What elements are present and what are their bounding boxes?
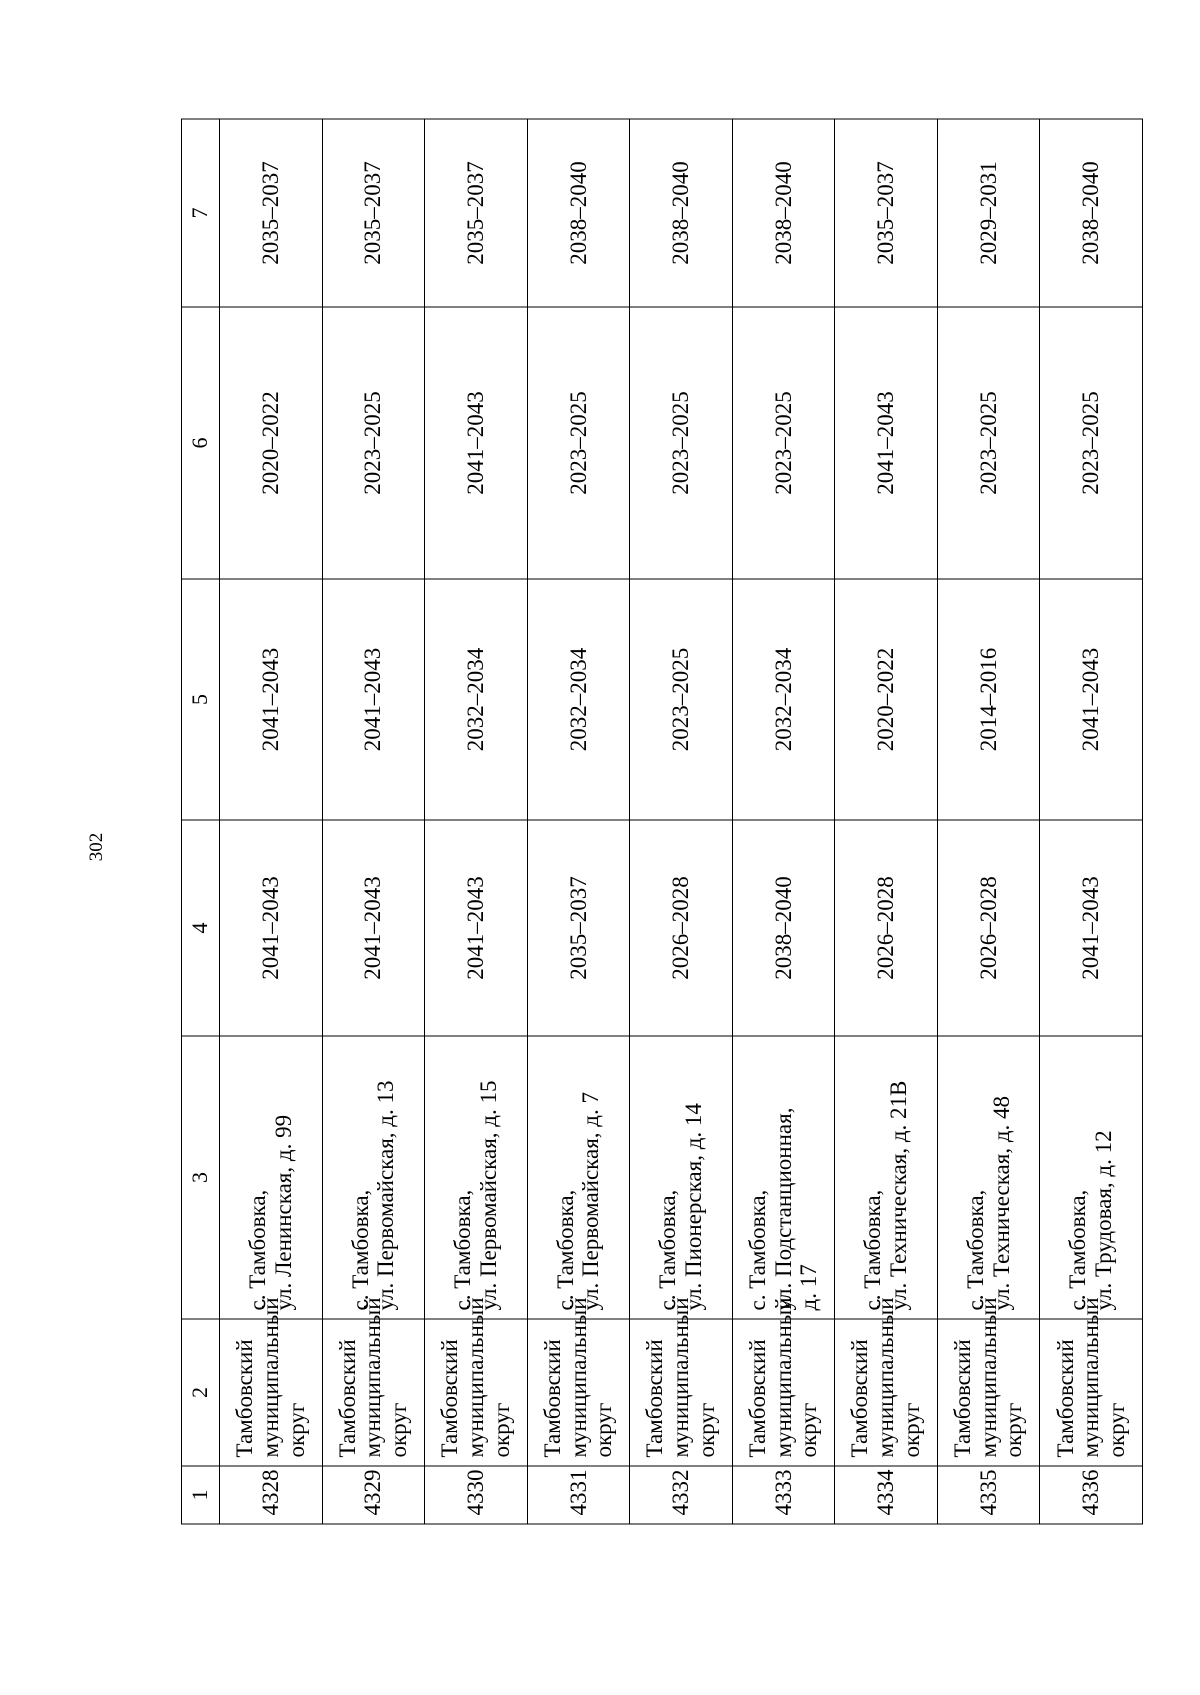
municipality-line: округ (1104, 1402, 1130, 1458)
period-cell-col5: 2032–2034 (732, 579, 835, 820)
address-line: с. Тамбовка, (245, 1189, 271, 1311)
period-cell-col5: 2020–2022 (835, 579, 938, 820)
period-cell-col7: 2035–2037 (425, 119, 528, 307)
municipality-line: Тамбовский (642, 1339, 668, 1458)
table-body (220, 119, 1143, 1524)
municipality-cell (630, 1297, 733, 1466)
page-number: 302 (86, 832, 107, 862)
period-cell-col7: 2038–2040 (732, 119, 835, 307)
period-cell-col6: 2023–2025 (732, 307, 835, 579)
address-line: ул. Пионерская, д. 14 (680, 1103, 706, 1311)
address-line: ул. Первомайская, д. 15 (475, 1080, 501, 1311)
period-cell-col6: 2023–2025 (630, 307, 733, 579)
period-cell-col5: 2041–2043 (1040, 579, 1143, 820)
row-number-cell: 4331 (527, 1466, 630, 1524)
row-number-cell: 4329 (322, 1466, 425, 1524)
address-line: д. 17 (796, 1264, 822, 1311)
municipality-line: Тамбовский (847, 1339, 873, 1458)
municipality-cell (322, 1297, 425, 1466)
address-cell (425, 1036, 528, 1319)
period-cell-col5: 2032–2034 (527, 579, 630, 820)
address-line: с. Тамбовка, (347, 1189, 373, 1311)
address-line: ул. Техническая, д. 21В (886, 1080, 912, 1311)
municipality-line: округ (488, 1402, 514, 1458)
column-header: 3 (182, 1036, 220, 1319)
municipality-line: округ (386, 1402, 412, 1458)
period-cell-col7: 2035–2037 (322, 119, 425, 307)
period-cell-col4: 2038–2040 (732, 820, 835, 1036)
address-cell (630, 1036, 733, 1319)
municipality-cell (732, 1297, 835, 1466)
period-cell-col4: 2041–2043 (322, 820, 425, 1036)
municipality-line: муниципальный (360, 1297, 386, 1458)
period-cell-col6: 2041–2043 (425, 307, 528, 579)
address-cell (1040, 1036, 1143, 1319)
register-table (181, 119, 1143, 1525)
period-cell-col5: 2014–2016 (937, 579, 1040, 820)
period-cell-col6: 2023–2025 (937, 307, 1040, 579)
period-cell-col6: 2041–2043 (835, 307, 938, 579)
municipality-line: округ (1001, 1402, 1027, 1458)
table-row (835, 119, 938, 1524)
municipality-cell (527, 1297, 630, 1466)
address-line: ул. Ленинская, д. 99 (270, 1114, 296, 1311)
municipality-line: Тамбовский (334, 1339, 360, 1458)
row-number-cell: 4328 (220, 1466, 323, 1524)
period-cell-col7: 2035–2037 (220, 119, 323, 307)
row-number-cell: 4332 (630, 1466, 733, 1524)
column-number-row (182, 119, 220, 1524)
municipality-line: муниципальный (770, 1297, 796, 1458)
address-line: ул. Техническая, д. 48 (988, 1095, 1014, 1311)
municipality-line: Тамбовский (949, 1339, 975, 1458)
table-row (322, 119, 425, 1524)
municipality-line: Тамбовский (437, 1339, 463, 1458)
table-row (1040, 119, 1143, 1524)
table-row (425, 119, 528, 1524)
column-header: 7 (182, 119, 220, 307)
row-number-cell: 4333 (732, 1466, 835, 1524)
period-cell-col6: 2020–2022 (220, 307, 323, 579)
period-cell-col5: 2041–2043 (220, 579, 323, 820)
municipality-line: муниципальный (1078, 1297, 1104, 1458)
address-line: с. Тамбовка, (1065, 1189, 1091, 1311)
address-line: с. Тамбовка, (450, 1189, 476, 1311)
row-number-cell: 4335 (937, 1466, 1040, 1524)
municipality-cell (220, 1297, 323, 1466)
municipality-line: округ (898, 1402, 924, 1458)
period-cell-col5: 2023–2025 (630, 579, 733, 820)
period-cell-col4: 2041–2043 (1040, 820, 1143, 1036)
municipality-line: муниципальный (668, 1297, 694, 1458)
table-row (732, 119, 835, 1524)
municipality-line: Тамбовский (539, 1339, 565, 1458)
row-number-cell: 4330 (425, 1466, 528, 1524)
table-row (220, 119, 323, 1524)
municipality-line: муниципальный (462, 1297, 488, 1458)
period-cell-col6: 2023–2025 (322, 307, 425, 579)
column-header: 5 (182, 579, 220, 820)
municipality-line: Тамбовский (232, 1339, 258, 1458)
municipality-cell (425, 1297, 528, 1466)
period-cell-col4: 2026–2028 (937, 820, 1040, 1036)
period-cell-col4: 2041–2043 (425, 820, 528, 1036)
address-line: ул. Трудовая, д. 12 (1091, 1130, 1117, 1311)
address-cell (322, 1036, 425, 1319)
table-row (937, 119, 1040, 1524)
period-cell-col4: 2041–2043 (220, 820, 323, 1036)
period-cell-col7: 2029–2031 (937, 119, 1040, 307)
address-line: с. Тамбовка, (962, 1189, 988, 1311)
period-cell-col7: 2038–2040 (1040, 119, 1143, 307)
municipality-cell (937, 1297, 1040, 1466)
column-header: 2 (182, 1319, 220, 1466)
column-header: 4 (182, 820, 220, 1036)
municipality-line: муниципальный (257, 1297, 283, 1458)
address-cell (220, 1036, 323, 1319)
address-line: ул. Первомайская, д. 7 (578, 1092, 604, 1311)
municipality-line: муниципальный (873, 1297, 899, 1458)
period-cell-col4: 2035–2037 (527, 820, 630, 1036)
municipality-line: округ (283, 1402, 309, 1458)
period-cell-col6: 2023–2025 (527, 307, 630, 579)
address-cell (835, 1036, 938, 1319)
period-cell-col5: 2041–2043 (322, 579, 425, 820)
table-row (630, 119, 733, 1524)
row-number-cell: 4336 (1040, 1466, 1143, 1524)
column-header: 6 (182, 307, 220, 579)
municipality-line: муниципальный (565, 1297, 591, 1458)
municipality-line: округ (693, 1402, 719, 1458)
address-line: ул. Подстанционная, (770, 1107, 796, 1311)
table-row (527, 119, 630, 1524)
municipality-line: Тамбовский (1052, 1339, 1078, 1458)
municipality-cell (1040, 1297, 1143, 1466)
address-line: с. Тамбовка, (552, 1189, 578, 1311)
address-cell (732, 1036, 835, 1319)
period-cell-col7: 2035–2037 (835, 119, 938, 307)
address-line: с. Тамбовка, (744, 1189, 770, 1311)
period-cell-col6: 2023–2025 (1040, 307, 1143, 579)
period-cell-col7: 2038–2040 (527, 119, 630, 307)
municipality-line: Тамбовский (744, 1339, 770, 1458)
column-header: 1 (182, 1466, 220, 1524)
address-cell (937, 1036, 1040, 1319)
address-line: с. Тамбовка, (860, 1189, 886, 1311)
municipality-line: округ (796, 1402, 822, 1458)
municipality-line: округ (591, 1402, 617, 1458)
row-number-cell: 4334 (835, 1466, 938, 1524)
period-cell-col4: 2026–2028 (630, 820, 733, 1036)
register-table-container (181, 120, 1143, 1525)
municipality-cell (835, 1297, 938, 1466)
period-cell-col4: 2026–2028 (835, 820, 938, 1036)
address-line: с. Тамбовка, (655, 1189, 681, 1311)
municipality-line: муниципальный (975, 1297, 1001, 1458)
period-cell-col7: 2038–2040 (630, 119, 733, 307)
address-cell (527, 1036, 630, 1319)
period-cell-col5: 2032–2034 (425, 579, 528, 820)
address-line: ул. Первомайская, д. 13 (373, 1080, 399, 1311)
